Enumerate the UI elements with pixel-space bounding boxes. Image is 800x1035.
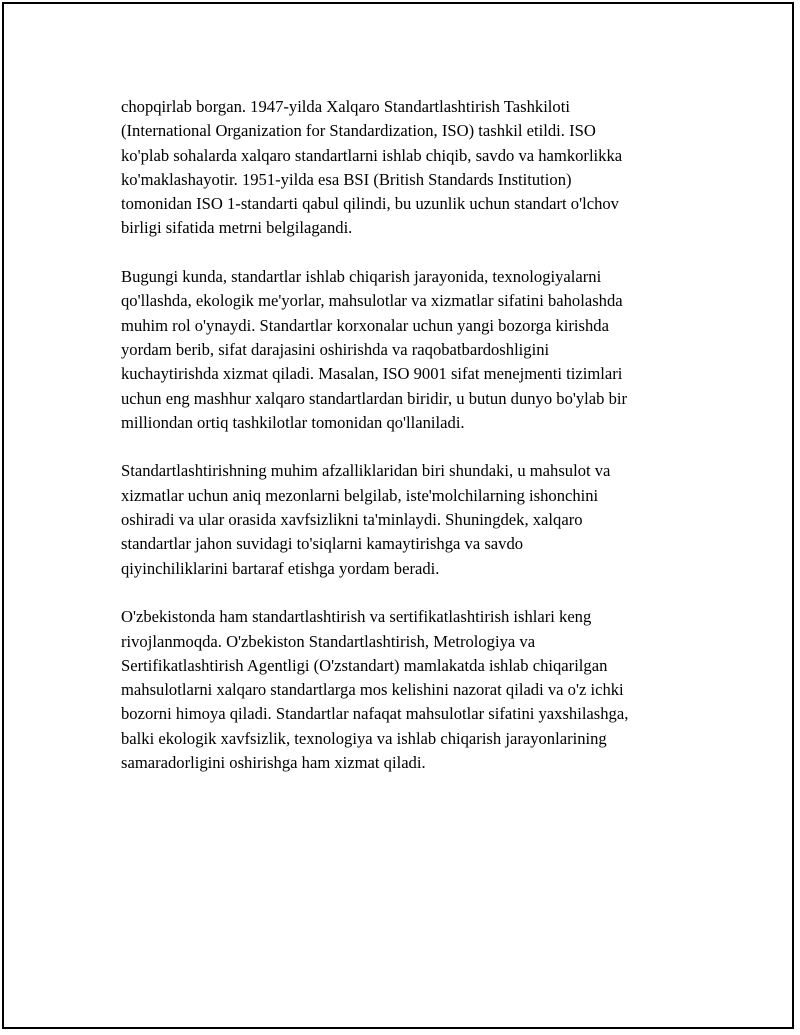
text-line: oshiradi va ular orasida xavfsizlikni ta'minlaydi. Shuningdek, xalqaro [121,510,583,530]
text-line: ko'maklashayotir. 1951-yilda esa BSI (British Standards Institution) [121,169,572,189]
text-line: samaradorligini oshirishga ham xizmat qiladi. [121,753,426,773]
text-line: Sertifikatlashtirish Agentligi (O'zstandart) mamlakatda ishlab chiqarilgan [121,655,608,675]
paragraph-uzbekistan [121,605,687,775]
text-line: kuchaytirishda xizmat qiladi. Masalan, ISO 9001 sifat menejmenti tizimlari [121,364,623,384]
text-line: qo'llashda, ekologik me'yorlar, mahsulotlar va xizmatlar sifatini baholashda [121,291,623,311]
text-line: bozorni himoya qiladi. Standartlar nafaqat mahsulotlar sifatini yaxshilashga, [121,704,629,724]
document-body [121,95,687,800]
paragraph-standards-today [121,265,687,435]
paragraph-iso-history [121,95,687,241]
document-page [2,2,794,1029]
text-line: birligi sifatida metrni belgilagandi. [121,218,353,238]
text-line: tomonidan ISO 1-standarti qabul qilindi, bu uzunlik uchun standart o'lchov [121,194,619,214]
paragraph-standardization-benefits [121,459,687,580]
text-line: balki ekologik xavfsizlik, texnologiya va ishlab chiqarish jarayonlarining [121,728,607,748]
text-line: O'zbekistonda ham standartlashtirish va sertifikatlashtirish ishlari keng [121,607,592,627]
text-line: chopqirlab borgan. 1947-yilda Xalqaro Standartlashtirish Tashkiloti [121,97,570,116]
text-line: ko'plab sohalarda xalqaro standartlarni ishlab chiqib, savdo va hamkorlikka [121,145,623,165]
text-line: Bugungi kunda, standartlar ishlab chiqarish jarayonida, texnologiyalarni [121,267,602,287]
text-line: uchun eng mashhur xalqaro standartlardan biridir, u butun dunyo bo'ylab bir [121,388,628,408]
text-line: rivojlanmoqda. O'zbekiston Standartlashtirish, Metrologiya va [121,631,536,651]
text-line: xizmatlar uchun aniq mezonlarni belgilab, iste'molchilarning ishonchini [121,485,599,505]
text-line: (International Organization for Standardization, ISO) tashkil etildi. ISO [121,121,596,141]
text-line: Standartlashtirishning muhim afzalliklaridan biri shundaki, u mahsulot va [121,461,611,481]
text-line: standartlar jahon suvidagi to'siqlarni kamaytirishga va savdo [121,534,524,554]
text-line: qiyinchiliklarini bartaraf etishga yordam beradi. [121,558,440,578]
text-line: milliondan ortiq tashkilotlar tomonidan qo'llaniladi. [121,412,465,432]
text-line: yordam berib, sifat darajasini oshirishda va raqobatbardoshligini [121,339,550,359]
text-line: muhim rol o'ynaydi. Standartlar korxonalar uchun yangi bozorga kirishda [121,315,609,335]
text-line: mahsulotlarni xalqaro standartlarga mos kelishini nazorat qiladi va o'z ichki [121,680,624,700]
